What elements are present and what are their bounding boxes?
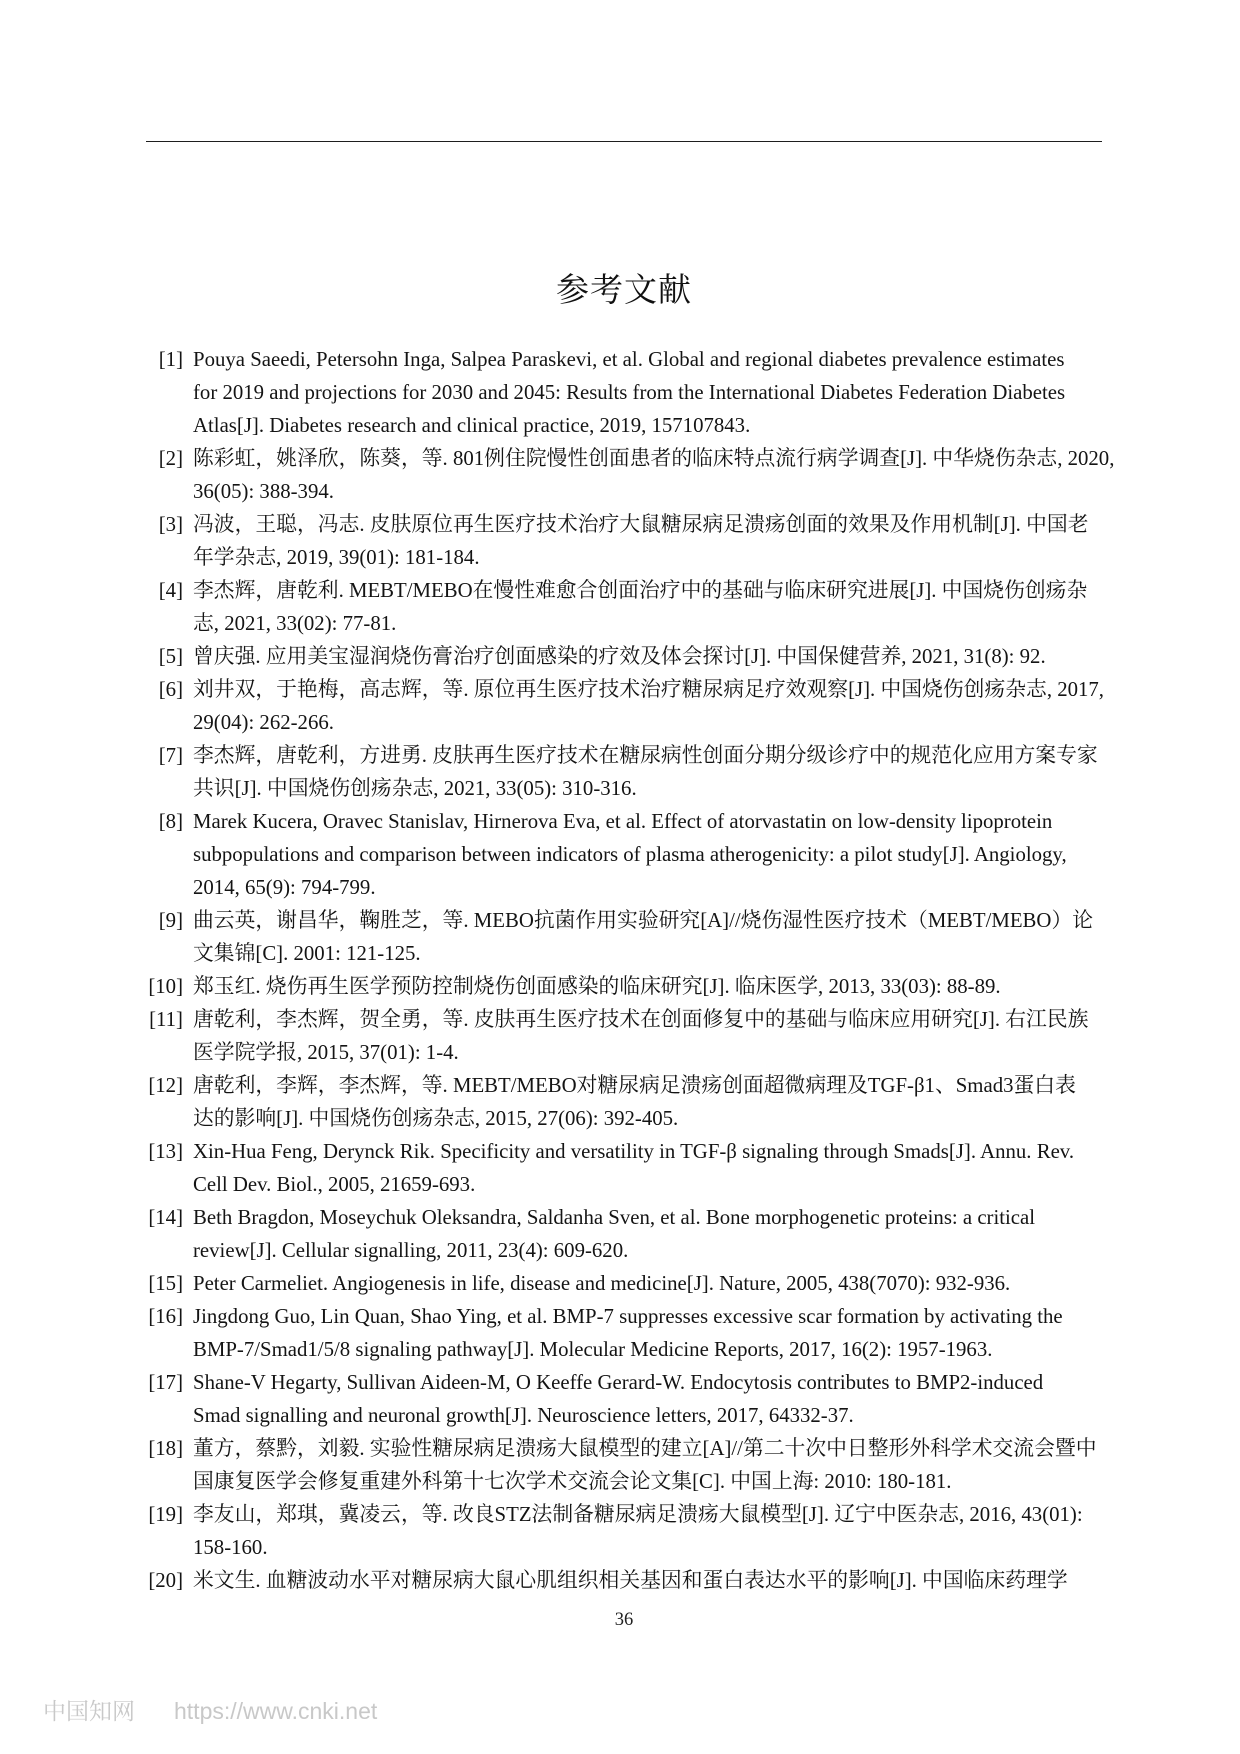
reference-line: BMP‑7/Smad1/5/8 signaling pathway[J]. Molecular Medicine Reports, 2017, 16(2): 1957-1963. xyxy=(193,1338,993,1361)
reference-line: 达的影响[J]. 中国烧伤创疡杂志, 2015, 27(06): 392-405. xyxy=(193,1107,679,1130)
reference-item xyxy=(0,1432,1240,1498)
reference-number: [1] xyxy=(158,348,183,371)
reference-item xyxy=(0,1300,1240,1366)
reference-line: Xin-Hua Feng, Derynck Rik. Specificity and versatility in TGF-β signaling through Smads[J]. Annu. Rev. xyxy=(193,1140,1075,1163)
reference-line: 刘井双，于艳梅，高志辉，等. 原位再生医疗技术治疗糖尿病足疗效观察[J]. 中国烧伤创疡杂志, 2017, xyxy=(193,678,1105,701)
reference-number: [15] xyxy=(148,1272,183,1295)
reference-line: 李杰辉，唐乾利. MEBT/MEBO在慢性难愈合创面治疗中的基础与临床研究进展[J]. 中国烧伤创疡杂 xyxy=(193,579,1088,602)
reference-text xyxy=(193,1267,1103,1300)
reference-line: 郑玉红. 烧伤再生医学预防控制烧伤创面感染的临床研究[J]. 临床医学, 2013, 33(03): 88-89. xyxy=(193,975,1001,998)
reference-text xyxy=(193,574,1103,640)
reference-number: [4] xyxy=(158,579,183,602)
reference-line: Jingdong Guo, Lin Quan, Shao Ying, et al. BMP‑7 suppresses excessive scar formation by activating the xyxy=(193,1305,1063,1328)
reference-line: 曾庆强. 应用美宝湿润烧伤膏治疗创面感染的疗效及体会探讨[J]. 中国保健营养, 2021, 31(8): 92. xyxy=(193,645,1046,668)
reference-line: 米文生. 血糖波动水平对糖尿病大鼠心肌组织相关基因和蛋白表达水平的影响[J]. 中国临床药理学 xyxy=(193,1569,1068,1592)
reference-item xyxy=(0,442,1240,508)
reference-line: Pouya Saeedi, Petersohn Inga, Salpea Paraskevi, et al. Global and regional diabetes prevalence estimates xyxy=(193,348,1065,371)
reference-item xyxy=(0,673,1240,739)
reference-line: 唐乾利，李杰辉，贺全勇，等. 皮肤再生医疗技术在创面修复中的基础与临床应用研究[J]. 右江民族 xyxy=(193,1008,1089,1031)
reference-item xyxy=(0,1069,1240,1135)
reference-item xyxy=(0,1267,1240,1300)
reference-text xyxy=(193,673,1103,739)
reference-number: [14] xyxy=(148,1206,183,1229)
reference-line: 陈彩虹，姚泽欣，陈葵，等. 801例住院慢性创面患者的临床特点流行病学调查[J]. 中华烧伤杂志, 2020, xyxy=(193,447,1115,470)
reference-text xyxy=(193,1564,1103,1597)
header-rule xyxy=(146,141,1102,142)
reference-line: Beth Bragdon, Moseychuk Oleksandra, Saldanha Sven, et al. Bone morphogenetic proteins: a critical xyxy=(193,1206,1036,1229)
reference-number: [12] xyxy=(148,1074,183,1097)
reference-line: Atlas[J]. Diabetes research and clinical practice, 2019, 157107843. xyxy=(193,414,751,437)
reference-item xyxy=(0,343,1240,442)
reference-text xyxy=(193,1432,1103,1498)
reference-text xyxy=(193,343,1103,442)
reference-text xyxy=(193,1003,1103,1069)
reference-line: 29(04): 262-266. xyxy=(193,711,334,734)
reference-item xyxy=(0,1366,1240,1432)
reference-item xyxy=(0,970,1240,1003)
reference-number: [9] xyxy=(158,909,183,932)
reference-text xyxy=(193,508,1103,574)
reference-item xyxy=(0,739,1240,805)
reference-line: 2014, 65(9): 794-799. xyxy=(193,876,376,899)
reference-line: 董方，蔡黔，刘毅. 实验性糖尿病足溃疡大鼠模型的建立[A]//第二十次中日整形外科学术交流会暨中 xyxy=(193,1437,1097,1460)
reference-line: 曲云英，谢昌华，鞠胜芝，等. MEBO抗菌作用实验研究[A]//烧伤湿性医疗技术（MEBT/MEBO）论 xyxy=(193,909,1094,932)
reference-line: for 2019 and projections for 2030 and 2045: Results from the International Diabetes Federation Diabetes xyxy=(193,381,1066,404)
reference-item xyxy=(0,1564,1240,1597)
reference-number: [2] xyxy=(158,447,183,470)
page-number: 36 xyxy=(614,1610,634,1630)
reference-text xyxy=(193,739,1103,805)
reference-item xyxy=(0,904,1240,970)
reference-line: 文集锦[C]. 2001: 121-125. xyxy=(193,942,421,965)
reference-item xyxy=(0,640,1240,673)
reference-text xyxy=(193,1069,1103,1135)
reference-number: [16] xyxy=(148,1305,183,1328)
reference-item xyxy=(0,1498,1240,1564)
reference-line: review[J]. Cellular signalling, 2011, 23(4): 609-620. xyxy=(193,1239,629,1262)
reference-number: [3] xyxy=(158,513,183,536)
reference-text xyxy=(193,640,1103,673)
reference-number: [7] xyxy=(158,744,183,767)
reference-line: 唐乾利，李辉，李杰辉，等. MEBT/MEBO对糖尿病足溃疡创面超微病理及TGF-β1、Smad3蛋白表 xyxy=(193,1074,1076,1097)
reference-line: 李友山，郑琪，冀凌云，等. 改良STZ法制备糖尿病足溃疡大鼠模型[J]. 辽宁中医杂志, 2016, 43(01): xyxy=(193,1503,1083,1526)
reference-number: [11] xyxy=(149,1008,183,1031)
reference-number: [5] xyxy=(158,645,183,668)
reference-text xyxy=(193,805,1103,904)
reference-item xyxy=(0,1135,1240,1201)
reference-number: [13] xyxy=(148,1140,183,1163)
page-title: 参考文献 xyxy=(556,270,692,309)
reference-line: Cell Dev. Biol., 2005, 21659-693. xyxy=(193,1173,476,1196)
reference-number: [8] xyxy=(158,810,183,833)
reference-line: Peter Carmeliet. Angiogenesis in life, disease and medicine[J]. Nature, 2005, 438(7070): 932-936. xyxy=(193,1272,1011,1295)
reference-line: 李杰辉，唐乾利，方进勇. 皮肤再生医疗技术在糖尿病性创面分期分级诊疗中的规范化应用方案专家 xyxy=(193,744,1098,767)
reference-number: [17] xyxy=(148,1371,183,1394)
reference-text xyxy=(193,1498,1103,1564)
watermark-brand: 中国知网 xyxy=(43,1698,135,1724)
reference-number: [18] xyxy=(148,1437,183,1460)
reference-line: 36(05): 388-394. xyxy=(193,480,334,503)
reference-line: Marek Kucera, Oravec Stanislav, Hirnerova Eva, et al. Effect of atorvastatin on low-density lipoprotein xyxy=(193,810,1053,833)
reference-line: subpopulations and comparison between indicators of plasma atherogenicity: a pilot study[J]. Angiology, xyxy=(193,843,1067,866)
reference-number: [20] xyxy=(148,1569,183,1592)
reference-text xyxy=(193,1135,1103,1201)
reference-line: 年学杂志, 2019, 39(01): 181-184. xyxy=(193,546,480,569)
reference-text xyxy=(193,1300,1103,1366)
reference-number: [6] xyxy=(158,678,183,701)
reference-line: Shane-V Hegarty, Sullivan Aideen-M, O Keeffe Gerard-W. Endocytosis contributes to BMP2-induced xyxy=(193,1371,1044,1394)
reference-item xyxy=(0,805,1240,904)
reference-line: 志, 2021, 33(02): 77-81. xyxy=(193,612,397,635)
reference-item xyxy=(0,574,1240,640)
reference-list xyxy=(0,343,1240,1597)
reference-item xyxy=(0,1201,1240,1267)
reference-item xyxy=(0,508,1240,574)
reference-text xyxy=(193,442,1115,508)
reference-number: [19] xyxy=(148,1503,183,1526)
reference-line: 158-160. xyxy=(193,1536,268,1559)
reference-line: 冯波，王聪，冯志. 皮肤原位再生医疗技术治疗大鼠糖尿病足溃疡创面的效果及作用机制[J]. 中国老 xyxy=(193,513,1089,536)
reference-text xyxy=(193,904,1103,970)
reference-text xyxy=(193,1366,1103,1432)
reference-line: 共识[J]. 中国烧伤创疡杂志, 2021, 33(05): 310-316. xyxy=(193,777,637,800)
reference-text xyxy=(193,1201,1103,1267)
reference-text xyxy=(193,970,1103,1003)
reference-line: 医学院学报, 2015, 37(01): 1-4. xyxy=(193,1041,459,1064)
reference-item xyxy=(0,1003,1240,1069)
reference-line: 国康复医学会修复重建外科第十七次学术交流会论文集[C]. 中国上海: 2010: 180-181. xyxy=(193,1470,952,1493)
reference-line: Smad signalling and neuronal growth[J]. Neuroscience letters, 2017, 64332-37. xyxy=(193,1404,854,1427)
watermark-url: https://www.cnki.net xyxy=(174,1698,378,1724)
reference-number: [10] xyxy=(148,975,183,998)
